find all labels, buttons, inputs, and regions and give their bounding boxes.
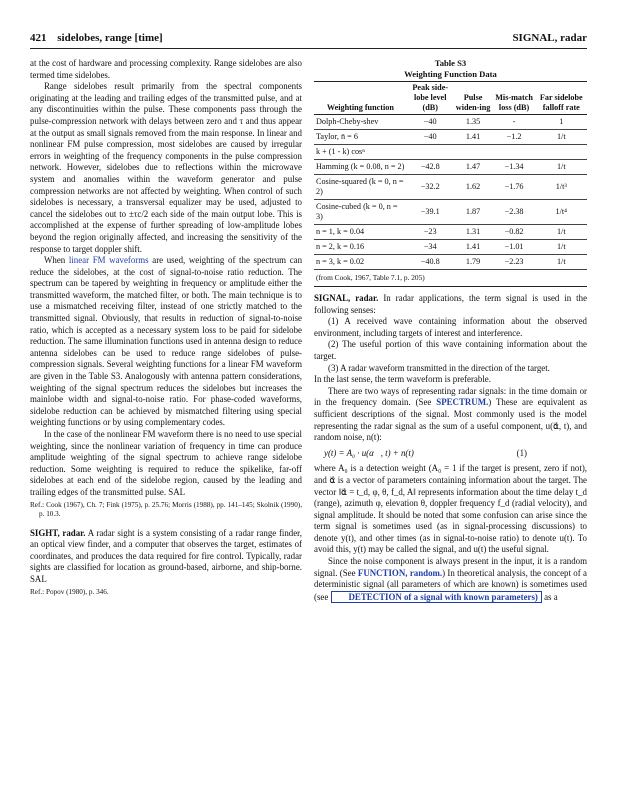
table-cell: 1.62 bbox=[454, 175, 493, 200]
table-row bbox=[314, 115, 587, 130]
table-row bbox=[314, 175, 587, 200]
text-span: There are two ways of representing radar signals: in the time domain or in the frequency domain. (See bbox=[314, 385, 587, 408]
table-row bbox=[314, 240, 587, 255]
table-cell: −39.1 bbox=[407, 200, 454, 225]
table-row bbox=[314, 200, 587, 225]
equation-number: (1) bbox=[516, 447, 527, 458]
text-span: ) In theoretical analysis, the concept of a deterministic signal (all parameters of which are known) is sometimes used (see bbox=[314, 567, 587, 602]
paragraph: where A₀ is a detection weight (A₀ = 1 if the target is present, zero if not), and α⃗ is a vector of parameters containing information about the target. The vector ‖α⃗ = t_d, φ, θ, f_d, A‖ represents information about the time delay t_d (range), azimuth φ, elevation θ, doppler frequency f_d (radial velocity), and signal amplitude. It should be noted that some confusion can arise since the term signal is sometimes used (as in signal-processing discussions) to denote y(t), and other times (as in signal-to-noise ratio) to denote u(t). To avoid this, y(t) may be called the signal, and u(t) the useful signal. bbox=[314, 463, 587, 555]
link-detection-known-parameters[interactable]: DETECTION of a signal with known parameters) bbox=[331, 591, 542, 603]
entry-term: SIGNAL, radar. bbox=[314, 293, 379, 303]
paragraph: (2) The useful portion of this wave containing information about the target. bbox=[314, 339, 587, 361]
table-row bbox=[314, 225, 587, 240]
link-function-random[interactable]: FUNCTION, random. bbox=[357, 567, 443, 578]
table-cell-function: n = 3, k = 0.02 bbox=[314, 255, 407, 270]
entry-term: SIGHT, radar. bbox=[30, 527, 86, 538]
text-span: ) These are equivalent as sufficient descriptions of the signal. Most commonly used is the model representing the radar signal as the sum of a useful component, u(α⃗, t), and random noise, n(t): bbox=[314, 397, 588, 443]
left-column bbox=[30, 58, 302, 605]
table-cell: 1.79 bbox=[454, 255, 493, 270]
table-row bbox=[314, 255, 587, 270]
table-cell: 1/t bbox=[536, 255, 587, 270]
table-cell: 1/t³ bbox=[536, 175, 587, 200]
table-header-cell: Weighting function bbox=[314, 82, 407, 115]
paragraph bbox=[314, 386, 587, 444]
table-cell bbox=[407, 145, 454, 160]
reference: Ref.: Cook (1967), Ch. 7; Fink (1975), p. 25.76; Morris (1988), pp. 141–145; Skolnik (1990), p. 10.3. bbox=[30, 500, 302, 519]
paragraph: at the cost of hardware and processing complexity. Range sidelobes are also termed time sidelobes. bbox=[30, 58, 302, 80]
table-row bbox=[314, 160, 587, 175]
running-header bbox=[30, 30, 587, 46]
header-rule bbox=[30, 48, 587, 49]
table-row bbox=[314, 145, 587, 160]
table-cell: −32.2 bbox=[407, 175, 454, 200]
table-cell: 1/t⁴ bbox=[536, 200, 587, 225]
text-span: Since the noise component is always present in the input, it is a random signal. (See bbox=[314, 556, 587, 578]
table-cell: −1.76 bbox=[493, 175, 536, 200]
equation-text: y(t) = A₀ · u(α⃗, t) + n(t) bbox=[324, 447, 414, 458]
table-header-cell: Mis-match loss (dB) bbox=[493, 82, 536, 115]
link-linear-fm-waveforms[interactable]: linear FM waveforms bbox=[68, 255, 149, 266]
reference: Ref.: Popov (1980), p. 346. bbox=[30, 587, 109, 596]
table-cell: −0.82 bbox=[493, 225, 536, 240]
table-header-cell: Peak side-lobe level (dB) bbox=[407, 82, 454, 115]
paragraph: (1) A received wave containing information about the observed environment, including targets of interest and interference. bbox=[314, 316, 587, 338]
text-span: as a bbox=[544, 591, 558, 602]
table-cell: −2.23 bbox=[493, 255, 536, 270]
table-cell: −40.8 bbox=[407, 255, 454, 270]
table-cell: −34 bbox=[407, 240, 454, 255]
weighting-table bbox=[314, 58, 587, 287]
table-body bbox=[314, 115, 587, 270]
table-cell-function: n = 1, k = 0.04 bbox=[314, 225, 407, 240]
table-header-cell: Pulse widen-ing bbox=[454, 82, 493, 115]
table-cell: 1/t bbox=[536, 160, 587, 175]
table-cell: −40 bbox=[407, 130, 454, 145]
table-cell: 1/t bbox=[536, 225, 587, 240]
paragraph bbox=[314, 556, 587, 603]
table-cell: −1.2 bbox=[493, 130, 536, 145]
table-row bbox=[314, 130, 587, 145]
table-cell: 1.41 bbox=[454, 130, 493, 145]
text-span: are used, weighting of the spectrum can reduce the sidelobes, at the cost of signal-to-noise ratio reduction. The spectrum can be tapered by weighting in frequency or amplitude either the transmitted waveform, the matched filter, or both. The main technique is to use a mismatched receiving filter, instead of one strictly matched to the transmitted signal. Obviously, that results in reduction of signal-to-noise ratio, which is accepted as a necessary system loss to be paid for sidelobe reduction. The same illumination functions used in antenna design to reduce antenna sidelobes can be used to reduce range sidelobes of pulse-compression signals. Several weighting functions for a linear FM waveform are given in the Table S3. Analogously with antenna pattern considerations, weighting of the signal spectrum reduces the sidelobes but increases the mainlobe width and signal-to-noise ratio. For phase-coded waveforms, sidelobe reduction can be achieved by mismatched filtering using special weighting functions or by using complementary codes. bbox=[30, 255, 303, 428]
table-cell: 1/t bbox=[536, 240, 587, 255]
table-cell: 1 bbox=[536, 115, 587, 130]
table-cell: −2.38 bbox=[493, 200, 536, 225]
right-column bbox=[314, 58, 587, 603]
paragraph: In the case of the nonlinear FM waveform there is no need to use special weighting, since the nonlinear variation of frequency in time can produce amplitude weighting of the signal spectrum to achieve range sidelobe reduction. Some weighting is required to reduce the spikelike, far-off sidelobes at each end of the sidelobe region, caused by the leading and trailing edges of the transmitted pulse. SAL bbox=[30, 429, 302, 497]
link-spectrum[interactable]: SPECTRUM. bbox=[436, 397, 489, 408]
header-left bbox=[30, 32, 171, 44]
table-source: (from Cook, 1967, Table 7.1, p. 205) bbox=[314, 270, 587, 287]
table-cell-function: n = 2, k = 0.16 bbox=[314, 240, 407, 255]
entry-sight-radar bbox=[30, 528, 302, 586]
table-cell: −1.34 bbox=[493, 160, 536, 175]
text-span: When bbox=[44, 255, 66, 266]
table-cell: −40 bbox=[407, 115, 454, 130]
paragraph: In the last sense, the term waveform is preferable. bbox=[314, 374, 491, 385]
entry-text: A radar sight is a system consisting of a radar range finder, an optical view finder, and a computer that observes the target, estimates of coordinates, and produces the data required for fire control. Typically, radar sights are classified for location as ground-based, airborne, and ship-borne. SAL bbox=[30, 527, 302, 584]
equation bbox=[324, 448, 587, 460]
table-header-row bbox=[314, 82, 587, 115]
table-cell: 1.87 bbox=[454, 200, 493, 225]
table-cell: −42.8 bbox=[407, 160, 454, 175]
table-cell: −23 bbox=[407, 225, 454, 240]
table-cell: −1.01 bbox=[493, 240, 536, 255]
table-cell: 1.41 bbox=[454, 240, 493, 255]
paragraph bbox=[30, 255, 302, 429]
weighting-function-table bbox=[314, 81, 587, 287]
table-cell bbox=[536, 145, 587, 160]
entry-text: In radar applications, the term signal is used in the following senses: bbox=[314, 293, 588, 315]
header-right-title: SIGNAL, radar bbox=[512, 32, 587, 44]
table-cell: 1.31 bbox=[454, 225, 493, 240]
table-cell: 1.35 bbox=[454, 115, 493, 130]
paragraph: (3) A radar waveform transmitted in the direction of the target. bbox=[328, 362, 550, 373]
table-cell: 1/t bbox=[536, 130, 587, 145]
table-subtitle: Weighting Function Data bbox=[404, 68, 497, 79]
table-cell-function: k + (1 - k) cosⁿ bbox=[314, 145, 407, 160]
table-title: Table S3 bbox=[434, 58, 467, 68]
table-cell bbox=[493, 145, 536, 160]
table-cell-function: Dolph-Cheby-shev bbox=[314, 115, 407, 130]
page-number: 421 bbox=[30, 32, 47, 44]
table-cell-function: Hamming (k = 0.08, n = 2) bbox=[314, 160, 407, 175]
paragraph: Range sidelobes result primarily from the spectral components originating at the leading and trailing edges of the transmitted pulse, and at any discontinuities within the pulse. These components pass through the pulse-compression network with delays between zero and τ and thus appear at the output as small signals removed from the main response. In linear and nonlinear FM pulse compression, most sidelobes are caused by irregular errors in weighting of the frequency components in the pulse compression network. However, sidelobes due to reflections within the microwave system and anomalies within the waveform generator and pulse compression networks are not affected by weighting. When control of such sidelobes is necessary, a transversal equalizer may be used, adjusted to cancel the sidelobes out to ±τc/2 each side of the main output lobe. This is accomplished at the expense of further spreading of low-amplitude lobes beyond the region originally affected, and increasing the sensitivity of the response to target doppler shift. bbox=[30, 81, 302, 254]
table-cell-function: Cosine-squared (k = 0, n = 2) bbox=[314, 175, 407, 200]
table-cell-function: Cosine-cubed (k = 0, n = 3) bbox=[314, 200, 407, 225]
header-left-title: sidelobes, range [time] bbox=[57, 32, 163, 44]
entry-signal-radar bbox=[314, 293, 587, 316]
table-cell: 1.47 bbox=[454, 160, 493, 175]
table-cell bbox=[454, 145, 493, 160]
table-header-cell: Far sidelobe falloff rate bbox=[536, 82, 587, 115]
table-cell: - bbox=[493, 115, 536, 130]
table-cell-function: Taylor, n̄ = 6 bbox=[314, 130, 407, 145]
